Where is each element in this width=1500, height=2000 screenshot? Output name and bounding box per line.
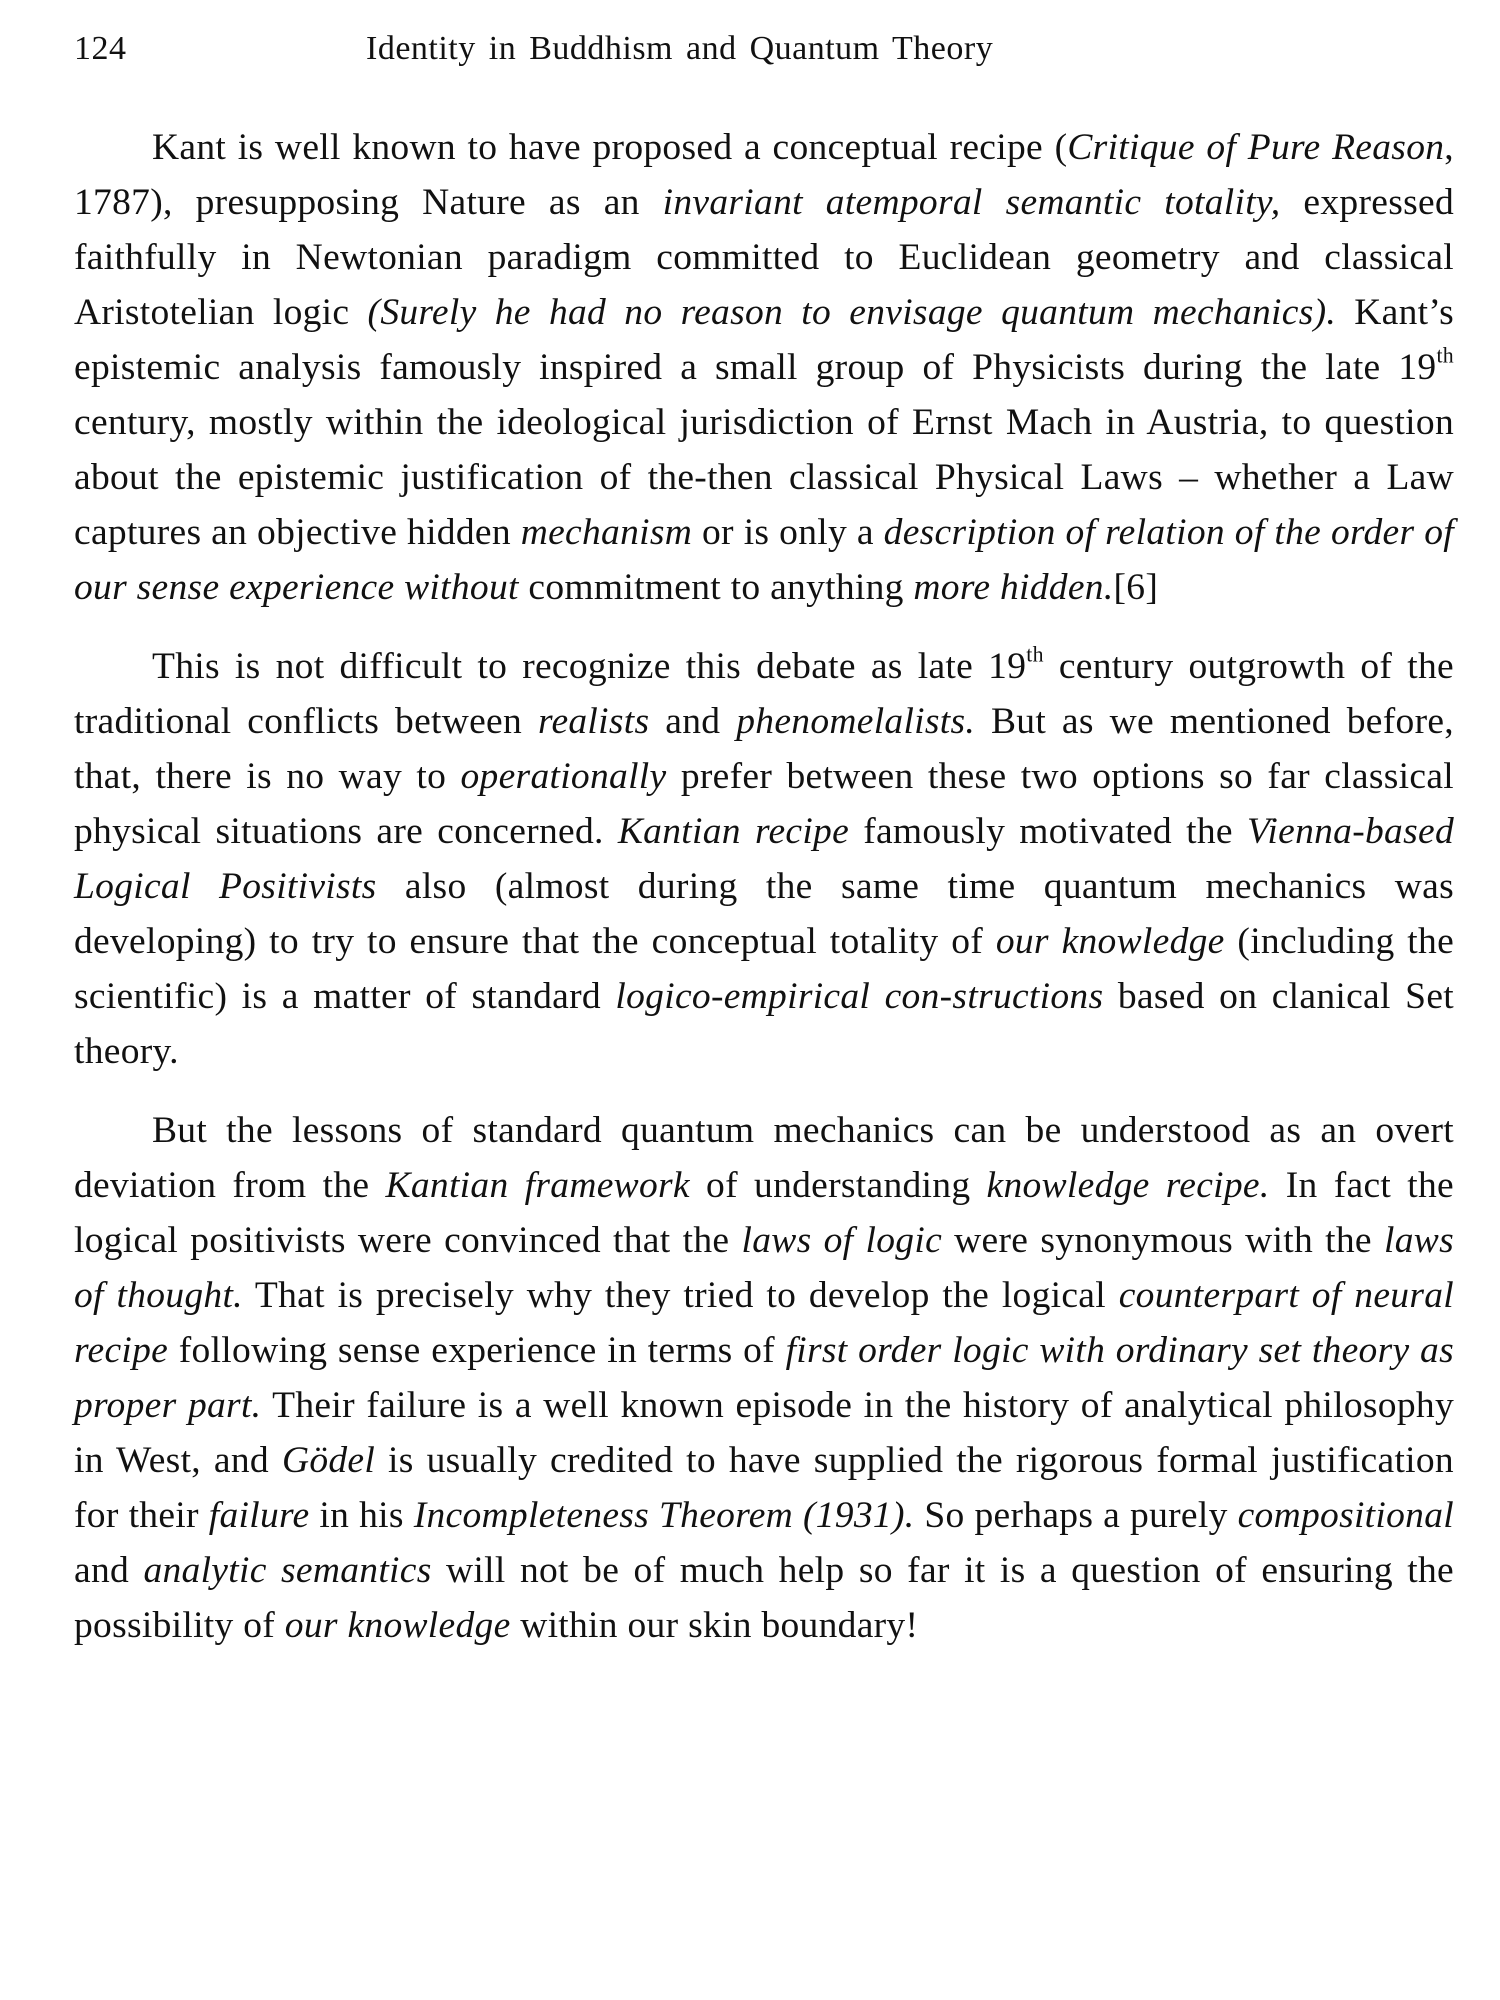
text-run: and [649, 701, 737, 742]
paragraph-kant-recipe [74, 120, 1454, 615]
italic-phrase: mechanism [520, 512, 693, 553]
text-run: commitment to anything [518, 567, 914, 608]
text-run: So perhaps a purely [914, 1495, 1238, 1536]
italic-phrase: first order logic with ordinary set theory as proper part. [74, 1330, 1454, 1426]
text-run: based on clanical Set theory. [74, 976, 1454, 1072]
italic-phrase: laws of thought. [74, 1220, 1454, 1316]
text-run: But as we mentioned before, that, there is no way to [74, 701, 1454, 797]
text-run: within our skin boundary! [510, 1605, 919, 1646]
italic-phrase: Gödel [281, 1440, 376, 1481]
text-run: prefer between these two options so far classical physical situations are concerned. [74, 756, 1454, 852]
text-run: in his [309, 1495, 414, 1536]
text-run: This is not difficult to recognize this debate as late 19 [152, 646, 1027, 687]
italic-phrase: failure [208, 1495, 310, 1536]
italic-phrase: laws of logic [741, 1220, 943, 1261]
body-text [74, 120, 1454, 1653]
page-number: 124 [74, 30, 127, 67]
text-run: expressed faithfully in Newtonian paradigm committed to Euclidean geometry and classical Aristotelian logic [74, 182, 1454, 333]
italic-phrase: our knowledge [995, 921, 1225, 962]
italic-phrase: Incompleteness Theorem (1931). [413, 1495, 915, 1536]
italic-phrase: knowledge recipe. [986, 1165, 1270, 1206]
text-run: But the lessons of standard quantum mechanics can be understood as an overt deviation from the [74, 1110, 1454, 1206]
italic-phrase: compositional [1237, 1495, 1454, 1536]
text-run: famously motivated the [849, 811, 1247, 852]
italic-phrase: logico-empirical con-structions [615, 976, 1104, 1017]
italic-phrase: more hidden. [913, 567, 1114, 608]
italic-phrase: our knowledge [284, 1605, 511, 1646]
text-run: century, mostly within the ideological jurisdiction of Ernst Mach in Austria, to question about the epistemic justification of the-then classical Physical Laws – whether a Law captures an objective hidden [74, 402, 1454, 553]
text-run: is usually credited to have supplied the rigorous formal justification for their [74, 1440, 1454, 1536]
text-run: (including the scientific) is a matter of standard [74, 921, 1455, 1017]
text-run: and [74, 1550, 144, 1591]
italic-phrase: analytic semantics [143, 1550, 432, 1591]
text-run: also (almost during the same time quantum mechanics was developing) to try to ensure that the conceptual totality of [74, 866, 1454, 962]
text-run: were synonymous with the [942, 1220, 1385, 1261]
text-run: Kant’s epistemic analysis famously inspired a small group of Physicists during the late 19 [74, 292, 1454, 388]
paragraph-realists-debate [74, 639, 1454, 1079]
italic-phrase: realists [537, 701, 650, 742]
text-run: Their failure is a well known episode in the history of analytical philosophy in West, and [74, 1385, 1455, 1481]
text-run: century outgrowth of the traditional conflicts between [74, 646, 1454, 742]
italic-phrase: operationally [460, 756, 667, 797]
italic-phrase: Critique of Pure Reason [1067, 127, 1445, 168]
italic-phrase: invariant atemporal semantic totality, [662, 182, 1281, 223]
running-head [74, 20, 1454, 78]
italic-phrase: Kantian recipe [617, 811, 850, 852]
italic-phrase: Kantian framework [385, 1165, 690, 1206]
italic-phrase: Vienna-based Logical Positivists [74, 811, 1454, 907]
superscript-ordinal: th [1026, 642, 1044, 667]
italic-phrase: phenomelalists. [736, 701, 976, 742]
book-page [74, 20, 1454, 1980]
text-run: will not be of much help so far it is a question of ensuring the possibility of [74, 1550, 1454, 1646]
text-run: or is only a [692, 512, 884, 553]
text-run: In fact the logical positivists were convinced that the [74, 1165, 1454, 1261]
running-title: Identity in Buddhism and Quantum Theory [366, 30, 994, 67]
text-run: Kant is well known to have proposed a conceptual recipe ( [152, 127, 1068, 168]
italic-phrase: description of relation of the order of our sense experience without [74, 512, 1455, 608]
text-run: following sense experience in terms of [168, 1330, 786, 1371]
paragraph-quantum-lessons [74, 1103, 1454, 1653]
text-run: [6] [1113, 567, 1159, 608]
text-run: , 1787), presupposing Nature as an [74, 127, 1454, 223]
text-run: of understanding [689, 1165, 987, 1206]
text-run: That is precisely why they tried to develop the logical [242, 1275, 1119, 1316]
italic-phrase: (Surely he had no reason to envisage quantum mechanics). [367, 292, 1337, 333]
italic-phrase: counterpart of neural recipe [74, 1275, 1454, 1371]
superscript-ordinal: th [1436, 343, 1454, 368]
